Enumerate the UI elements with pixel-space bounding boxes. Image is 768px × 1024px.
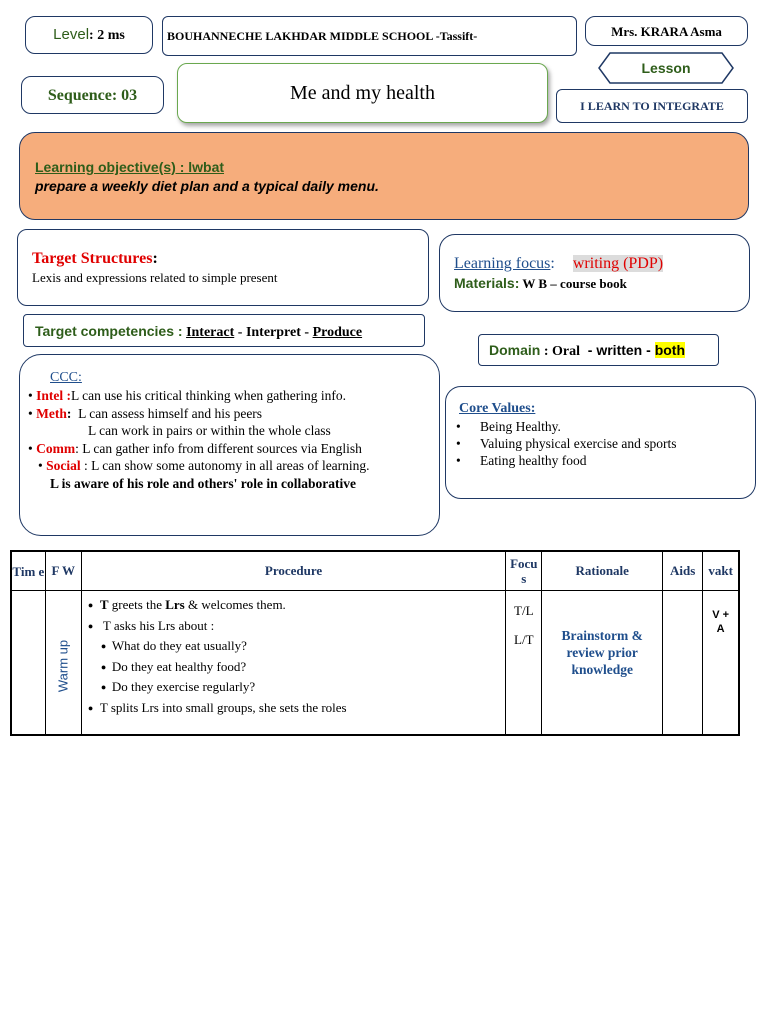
learning-focus-colon: : bbox=[550, 255, 555, 272]
learning-focus-value: writing (PDP) bbox=[572, 255, 664, 272]
ccc-title: CCC: bbox=[50, 370, 82, 385]
procedure-step-text: greets the bbox=[108, 597, 166, 612]
ccc-cut-line: L is aware of his role and others' role in collaborative bbox=[50, 475, 356, 491]
fw-warm-up: Warm up bbox=[55, 639, 71, 693]
procedure-step bbox=[88, 636, 505, 657]
level-label: Level bbox=[53, 26, 90, 43]
materials-value: W B – course book bbox=[519, 276, 627, 291]
ccc-social: • Social : L can show some autonomy in all areas of learning. bbox=[38, 458, 370, 473]
target-structures-text: Lexis and expressions related to simple present bbox=[32, 270, 278, 285]
procedure-step bbox=[88, 657, 505, 678]
header-vakt: vakt bbox=[703, 551, 739, 591]
header-aids: Aids bbox=[663, 551, 703, 591]
focus-item: T/L bbox=[514, 603, 534, 618]
lesson-type-box bbox=[556, 89, 748, 123]
domain-both: both bbox=[654, 342, 686, 358]
ccc-intel-text: L can use his critical thinking when gathering info. bbox=[70, 388, 347, 403]
procedure-step bbox=[88, 595, 505, 616]
core-value-item bbox=[452, 418, 676, 435]
learning-focus-box bbox=[439, 234, 750, 312]
header-fw: F W bbox=[45, 551, 81, 591]
sequence-label: Sequence: 03 bbox=[47, 87, 138, 104]
cell-aids bbox=[663, 591, 703, 735]
cell-fw bbox=[45, 591, 81, 735]
page-title: Me and my health bbox=[290, 82, 435, 104]
school-place: -Tassift- bbox=[432, 29, 478, 43]
lesson-badge-label: Lesson bbox=[641, 60, 691, 76]
procedure-step-text: T splits Lrs into small groups, she sets the roles bbox=[99, 699, 347, 715]
title-box bbox=[177, 63, 548, 123]
core-values-list bbox=[452, 418, 676, 469]
header-procedure: Procedure bbox=[81, 551, 505, 591]
procedure-step bbox=[88, 616, 505, 637]
focus-item: L/T bbox=[514, 632, 534, 647]
procedure-step-text: Do they exercise regularly? bbox=[111, 679, 256, 694]
target-structures-colon: : bbox=[152, 250, 158, 267]
ccc-social-key: Social bbox=[46, 458, 81, 473]
sequence-box bbox=[21, 76, 164, 114]
ccc-social-text: : L can show some autonomy in all areas of learning. bbox=[80, 458, 370, 473]
competency-interact: Interact bbox=[186, 325, 235, 340]
domain-oral: Oral bbox=[552, 344, 581, 359]
cell-vakt bbox=[703, 591, 739, 735]
ccc-meth: • Meth: L can assess himself and his peers bbox=[28, 405, 263, 421]
procedure-step-text: What do they eat usually? bbox=[111, 638, 247, 653]
vakt-value: V + A bbox=[712, 609, 730, 635]
table-header-row bbox=[11, 551, 739, 591]
ccc-comm: • Comm: L can gather info from different sources via English bbox=[28, 440, 362, 456]
teacher-name: Mrs. KRARA Asma bbox=[611, 24, 722, 39]
core-values-box bbox=[445, 386, 756, 499]
competency-interpret: Interpret bbox=[245, 325, 301, 340]
ccc-comm-key: Comm bbox=[36, 440, 76, 456]
learning-objective-box bbox=[19, 132, 749, 220]
procedure-table bbox=[10, 550, 740, 736]
objective-label: Learning objective(s) : lwbat bbox=[35, 159, 225, 175]
teacher-box bbox=[585, 16, 748, 46]
header-rationale: Rationale bbox=[542, 551, 663, 591]
cell-time bbox=[11, 591, 45, 735]
domain-label: Domain bbox=[489, 342, 541, 358]
ccc-intel: • Intel :L can use his critical thinking when gathering info. bbox=[28, 388, 347, 403]
school-box bbox=[162, 16, 577, 56]
school-name: BOUHANNECHE LAKHDAR MIDDLE SCHOOL bbox=[167, 29, 433, 43]
level-box bbox=[25, 16, 153, 54]
competencies-label: Target competencies : bbox=[35, 323, 183, 339]
header-time: Tim e bbox=[11, 551, 45, 591]
domain-box bbox=[478, 334, 719, 366]
competency-sep-1: - bbox=[234, 325, 246, 340]
procedure-step bbox=[88, 698, 505, 719]
ccc-meth-colon: : bbox=[66, 405, 72, 421]
header-focus: Focu s bbox=[506, 551, 542, 591]
level-value: : 2 ms bbox=[89, 28, 125, 43]
procedure-step-text: Lrs bbox=[165, 597, 185, 612]
domain-colon: : bbox=[540, 344, 553, 359]
learning-focus-label: Learning focus bbox=[454, 255, 551, 272]
procedure-step bbox=[88, 677, 505, 698]
target-structures-box bbox=[17, 229, 429, 306]
competency-sep-2: - bbox=[300, 325, 313, 340]
cell-focus bbox=[506, 591, 542, 735]
domain-written: - written - bbox=[580, 342, 655, 358]
core-values-title: Core Values: bbox=[459, 401, 536, 416]
rationale-text: Brainstorm & review prior knowledge bbox=[561, 628, 643, 677]
ccc-meth-extra: L can work in pairs or within the whole class bbox=[88, 423, 331, 438]
target-structures-label: Target Structures bbox=[32, 250, 153, 267]
procedure-list bbox=[82, 591, 505, 718]
core-value-text: Being Healthy. bbox=[480, 419, 561, 434]
lesson-type: I LEARN TO INTEGRATE bbox=[580, 99, 724, 113]
core-value-item bbox=[452, 452, 676, 469]
materials-label: Materials: bbox=[454, 275, 520, 291]
table-row bbox=[11, 591, 739, 735]
core-value-text: Valuing physical exercise and sports bbox=[480, 436, 677, 451]
procedure-step-text: Do they eat healthy food? bbox=[111, 658, 247, 674]
competency-produce: Produce bbox=[312, 325, 363, 340]
objective-text: prepare a weekly diet plan and a typical daily menu. bbox=[35, 178, 379, 194]
core-value-text: Eating healthy food bbox=[480, 453, 587, 468]
cell-rationale bbox=[542, 591, 663, 735]
ccc-meth-key: Meth bbox=[36, 405, 67, 421]
cell-procedure bbox=[81, 591, 505, 735]
ccc-intel-key: Intel : bbox=[36, 388, 71, 403]
procedure-step-text: & welcomes them. bbox=[184, 597, 286, 612]
procedure-step-text: T bbox=[99, 597, 109, 612]
ccc-meth-text: L can assess himself and his peers bbox=[71, 405, 263, 421]
ccc-comm-text: : L can gather info from different sources via English bbox=[75, 440, 362, 456]
procedure-step-text: T asks his Lrs about : bbox=[99, 617, 215, 633]
target-competencies-box bbox=[23, 314, 425, 347]
core-value-item bbox=[452, 435, 676, 452]
ccc-box bbox=[19, 354, 440, 536]
lesson-badge bbox=[598, 52, 734, 84]
